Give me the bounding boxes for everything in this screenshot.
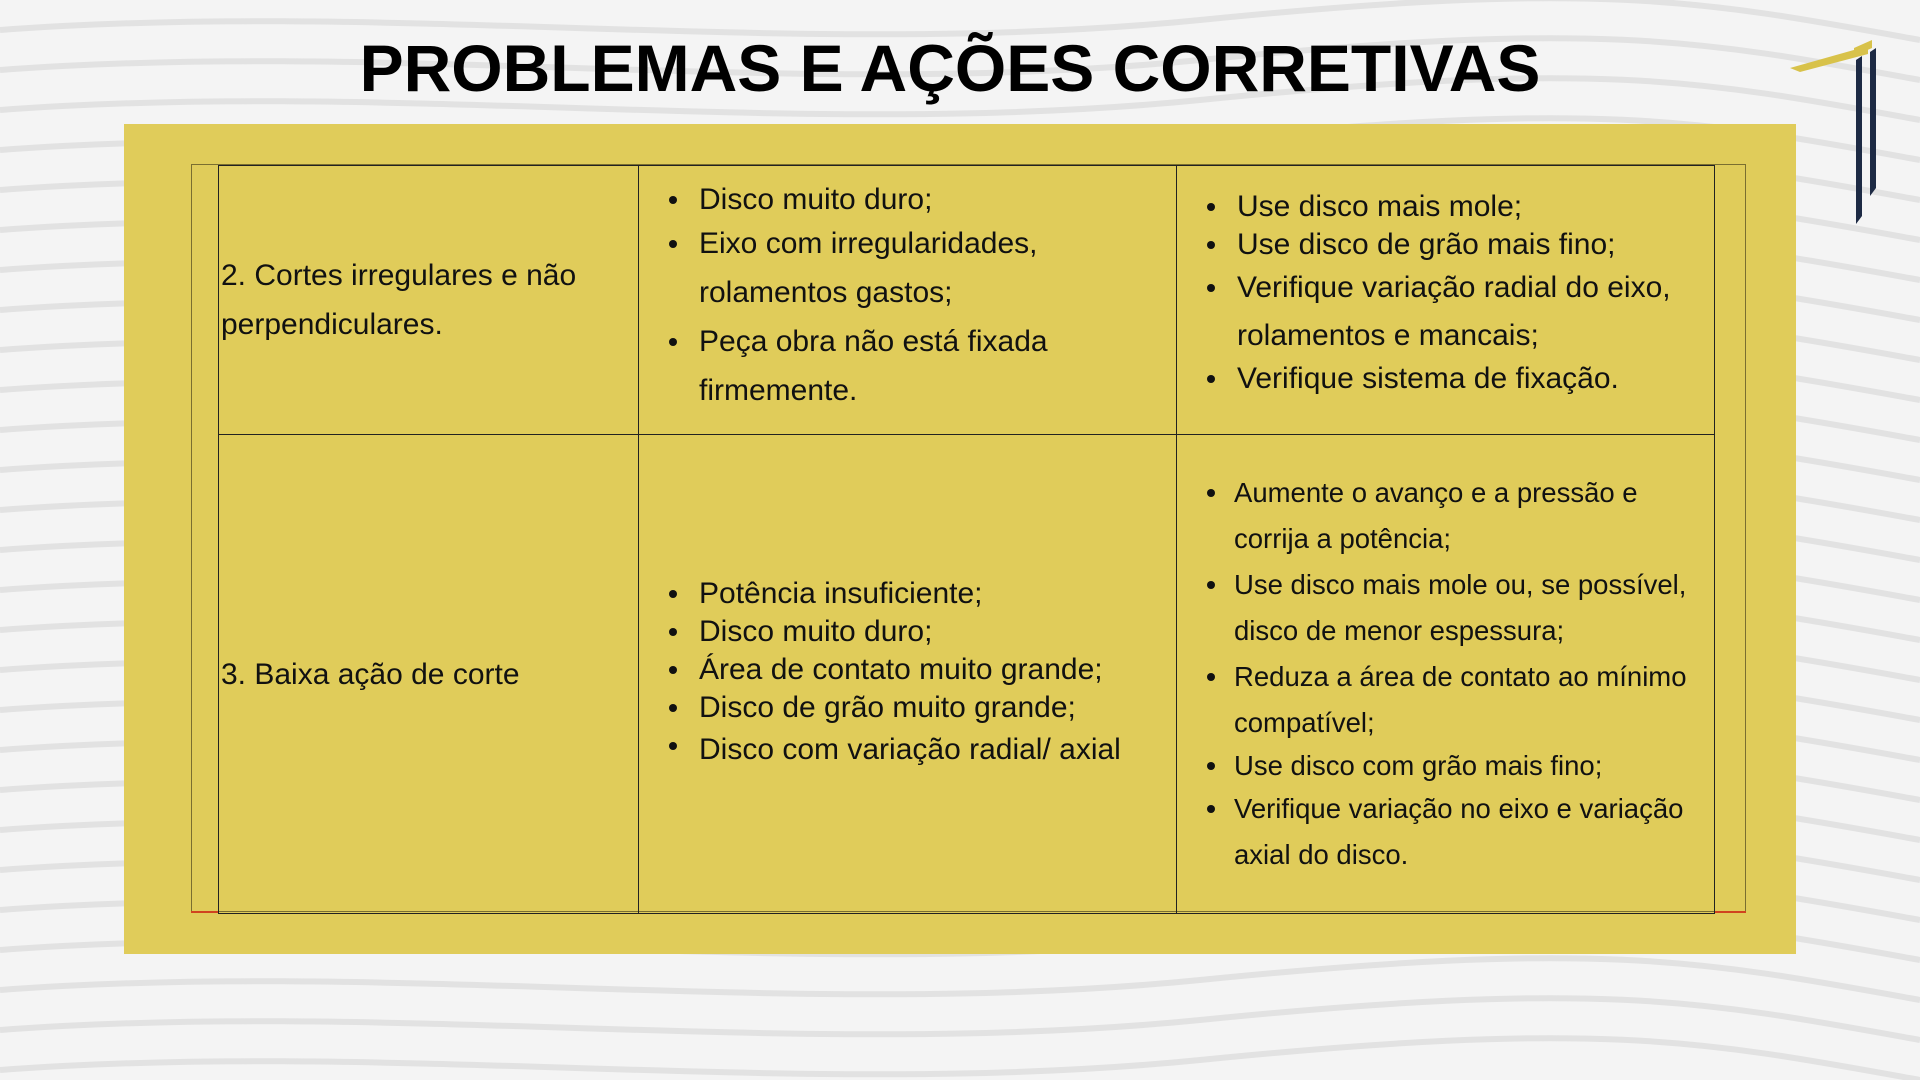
list-item: Potência insuficiente; — [699, 575, 1176, 613]
list-item: Disco com variação radial/ axial — [699, 727, 1176, 773]
problem-text: 2. Cortes irregulares e não perpendiculares. — [221, 259, 577, 341]
list-item: Use disco mais mole; — [1237, 188, 1714, 226]
problem-cell — [219, 166, 639, 435]
list-item: Área de contato muito grande; — [699, 651, 1176, 689]
list-item: Disco muito duro; — [699, 613, 1176, 651]
frame-mark-left — [191, 911, 219, 913]
table-row — [219, 166, 1715, 435]
list-item: Verifique sistema de fixação. — [1237, 360, 1714, 398]
list-item: Verifique variação no eixo e variação axial do disco. — [1234, 786, 1714, 878]
problem-cell — [219, 435, 639, 914]
actions-list — [1177, 188, 1714, 398]
list-item: Reduza a área de contato ao mínimo compatível; — [1234, 654, 1714, 746]
frame-mark-right — [1714, 911, 1746, 913]
list-item: Use disco de grão mais fino; — [1237, 226, 1714, 264]
problems-actions-table — [218, 165, 1715, 914]
list-item: Use disco mais mole ou, se possível, disco de menor espessura; — [1234, 562, 1714, 654]
slide-title: PROBLEMAS E AÇÕES CORRETIVAS — [359, 31, 1541, 105]
list-item: Peça obra não está fixada firmemente. — [699, 317, 1176, 415]
problem-text: 3. Baixa ação de corte — [221, 657, 520, 691]
causes-list — [639, 575, 1176, 773]
causes-cell — [639, 435, 1177, 914]
brand-logo-icon — [1790, 38, 1890, 228]
causes-list — [639, 181, 1176, 415]
list-item: Eixo com irregularidades, rolamentos gastos; — [699, 219, 1176, 317]
list-item: Aumente o avanço e a pressão e corrija a potência; — [1234, 470, 1714, 562]
actions-cell — [1177, 166, 1715, 435]
list-item: Verifique variação radial do eixo, rolamentos e mancais; — [1237, 264, 1714, 360]
actions-cell — [1177, 435, 1715, 914]
list-item: Use disco com grão mais fino; — [1234, 746, 1714, 786]
actions-list — [1177, 470, 1714, 878]
list-item: Disco de grão muito grande; — [699, 689, 1176, 727]
table-row — [219, 435, 1715, 914]
causes-cell — [639, 166, 1177, 435]
list-item: Disco muito duro; — [699, 181, 1176, 219]
